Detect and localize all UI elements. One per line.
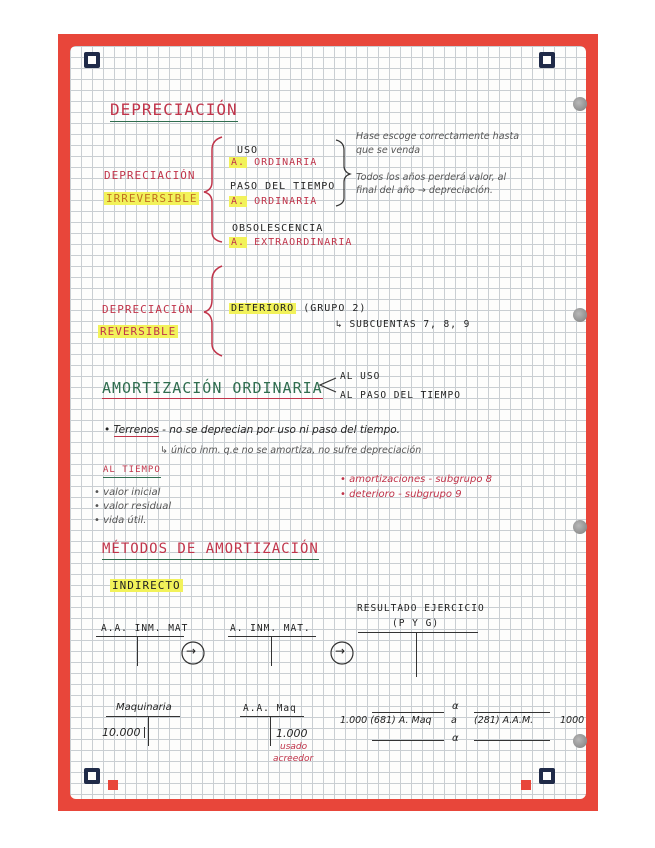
t-account-title-3-line2: (P Y G) <box>392 618 440 629</box>
note2-line2: final del año → depreciación. <box>356 185 493 196</box>
arrow-icon: → <box>335 644 346 658</box>
al-paso: AL PASO DEL TIEMPO <box>340 390 461 401</box>
journal-credit: (281) A.A.M. <box>474 715 534 726</box>
journal-credit-value: 1000 <box>560 715 585 726</box>
journal-a: a <box>451 715 457 726</box>
indirecto-label: INDIRECTO <box>112 579 181 592</box>
deterioro-label: DETERIORO (GRUPO 2) <box>231 303 367 314</box>
al-uso: AL USO <box>340 371 381 382</box>
irreversible-label-2: IRREVERSIBLE <box>106 192 198 205</box>
irreversible-label-1: DEPRECIACIÓN <box>104 169 196 182</box>
aa-maq-note-2: acreedor <box>273 754 314 764</box>
page-title: DEPRECIACIÓN <box>110 102 238 122</box>
right-note-2: • deterioro - subgrupo 9 <box>340 489 462 500</box>
maquinaria-value: 10.000 <box>102 727 145 738</box>
uso-sub: A. ORDINARIA <box>231 157 318 168</box>
obs-label: OBSOLESCENCIA <box>232 223 324 234</box>
t-account-title-3-line1: RESULTADO EJERCICIO <box>357 603 485 614</box>
aa-maq-title: A.A. Maq <box>243 703 297 714</box>
note2-line1: Todos los años perderá valor, al <box>356 172 507 183</box>
amort-title: AMORTIZACIÓN ORDINARIA <box>102 379 323 397</box>
uso-label: USO <box>237 145 259 156</box>
terrenos-line: • Terrenos - no se deprecian por uso ni paso del tiempo. <box>104 424 401 436</box>
right-note-1: • amortizaciones - subgrupo 8 <box>340 474 493 485</box>
reversible-label-2: REVERSIBLE <box>100 325 177 338</box>
aa-maq-value: 1.000 <box>276 727 308 740</box>
paso-label: PASO DEL TIEMPO <box>230 181 336 192</box>
note1-line1: Hase escoge correctamente hasta <box>356 131 520 142</box>
alpha-icon: α <box>452 701 459 712</box>
paso-sub: A. ORDINARIA <box>231 196 318 207</box>
reversible-label-1: DEPRECIACIÓN <box>102 303 194 316</box>
alpha-icon: α <box>452 733 459 744</box>
arrow-icon: → <box>186 644 197 658</box>
bullet-item: • valor inicial <box>94 487 161 498</box>
obs-sub: A. EXTRAORDINARIA <box>231 237 353 248</box>
aa-maq-note-1: usado <box>280 742 308 752</box>
al-tiempo: AL TIEMPO <box>103 466 161 478</box>
t-account-title-2: A. INM. MAT. <box>230 623 311 634</box>
bullet-item: • vida útil. <box>94 515 147 526</box>
note1-line2: que se venda <box>356 145 421 156</box>
unico-line: ↳ único inm. q.e no se amortiza, no sufre depreciación <box>160 445 422 456</box>
subcuentas-label: ↳ SUBCUENTAS 7, 8, 9 <box>336 319 471 330</box>
maquinaria-title: Maquinaria <box>116 702 172 713</box>
bullet-item: • valor residual <box>94 501 172 512</box>
journal-debit: 1.000 (681) A. Maq <box>340 715 432 726</box>
metodos-title: MÉTODOS DE AMORTIZACIÓN <box>102 542 319 560</box>
t-account-title-1: A.A. INM. MAT <box>101 623 189 634</box>
